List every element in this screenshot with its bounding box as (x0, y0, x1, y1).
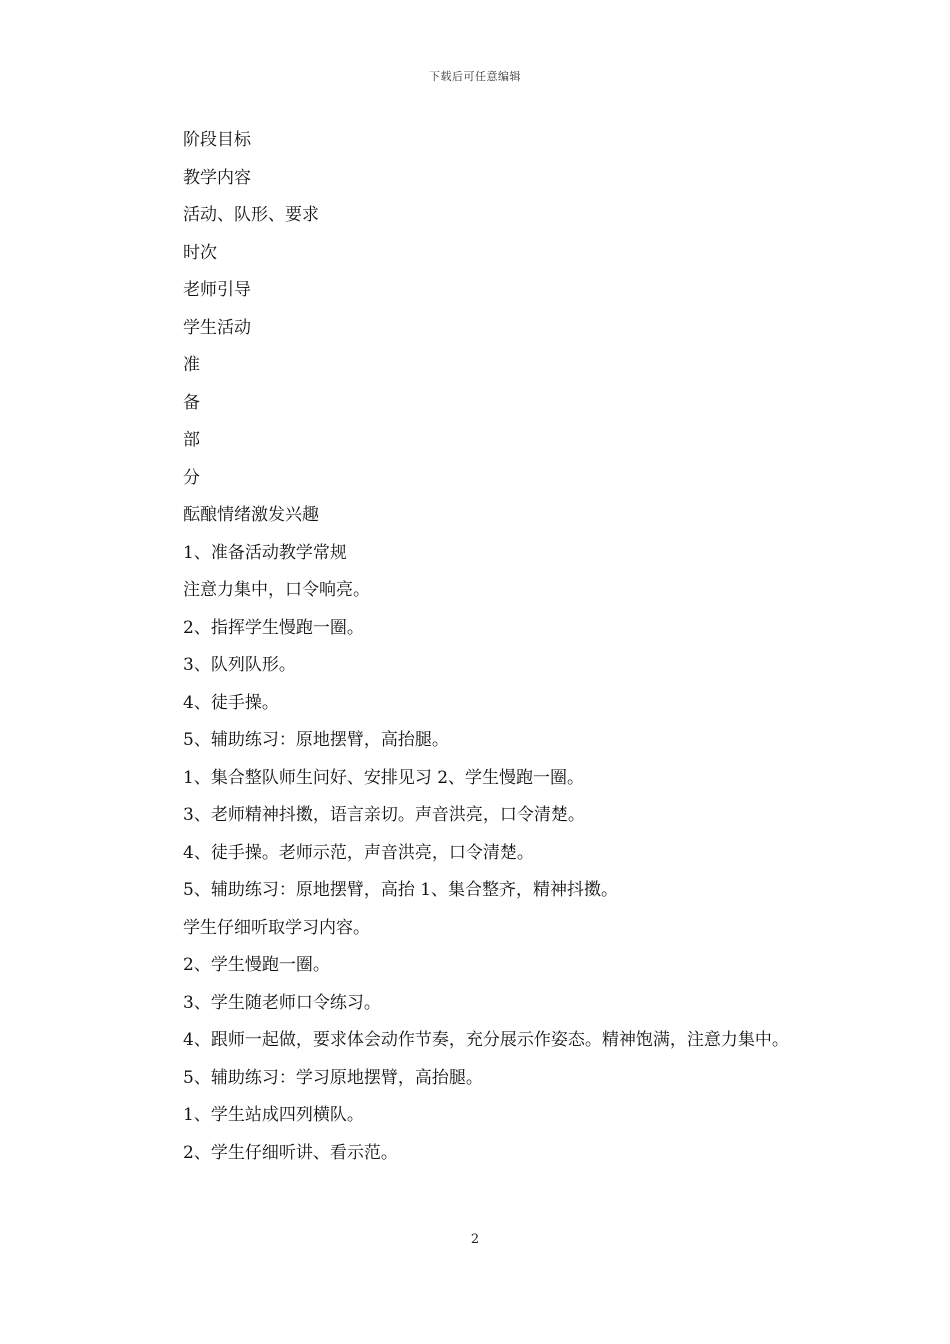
paragraph: 注意力集中，口令响亮。 (183, 580, 370, 600)
paragraph: 1、学生站成四列横队。 (183, 1105, 364, 1125)
paragraph: 分 (183, 467, 200, 488)
paragraph: 酝酿情绪激发兴趣 (183, 505, 319, 525)
paragraph: 2、学生慢跑一圈。 (183, 955, 330, 975)
paragraph: 教学内容 (183, 167, 251, 188)
paragraph: 5、辅助练习：原地摆臂，高抬腿。 (183, 730, 449, 750)
paragraph: 2、指挥学生慢跑一圈。 (183, 617, 364, 638)
paragraph: 学生活动 (183, 317, 251, 338)
paragraph: 阶段目标 (183, 130, 251, 150)
paragraph: 3、老师精神抖擞，语言亲切。声音洪亮，口令清楚。 (183, 805, 585, 825)
paragraph: 4、徒手操。老师示范，声音洪亮，口令清楚。 (183, 842, 534, 863)
paragraph: 1、集合整队师生问好、安排见习 2、学生慢跑一圈。 (183, 767, 585, 788)
paragraph: 学生仔细听取学习内容。 (183, 917, 370, 938)
paragraph: 部 (183, 430, 200, 450)
paragraph: 4、跟师一起做，要求体会动作节奏，充分展示作姿态。精神饱满，注意力集中。 (183, 1030, 789, 1050)
body-text (144, 122, 809, 1172)
paragraph: 1、准备活动教学常规 (183, 542, 347, 563)
paragraph: 4、徒手操。 (183, 692, 279, 713)
paragraph: 老师引导 (183, 280, 251, 300)
page-header: 下载后可任意编辑 (429, 70, 521, 83)
paragraph: 3、队列队形。 (183, 655, 296, 675)
page-number: 2 (470, 1232, 480, 1247)
paragraph: 活动、队形、要求 (183, 205, 319, 225)
paragraph: 3、学生随老师口令练习。 (183, 992, 381, 1013)
paragraph: 2、学生仔细听讲、看示范。 (183, 1142, 398, 1163)
paragraph: 5、辅助练习：学习原地摆臂，高抬腿。 (183, 1067, 483, 1088)
paragraph: 准 (183, 355, 200, 375)
paragraph: 时次 (183, 242, 217, 263)
paragraph: 备 (183, 392, 200, 413)
paragraph: 5、辅助练习：原地摆臂，高抬 1、集合整齐，精神抖擞。 (183, 880, 619, 900)
